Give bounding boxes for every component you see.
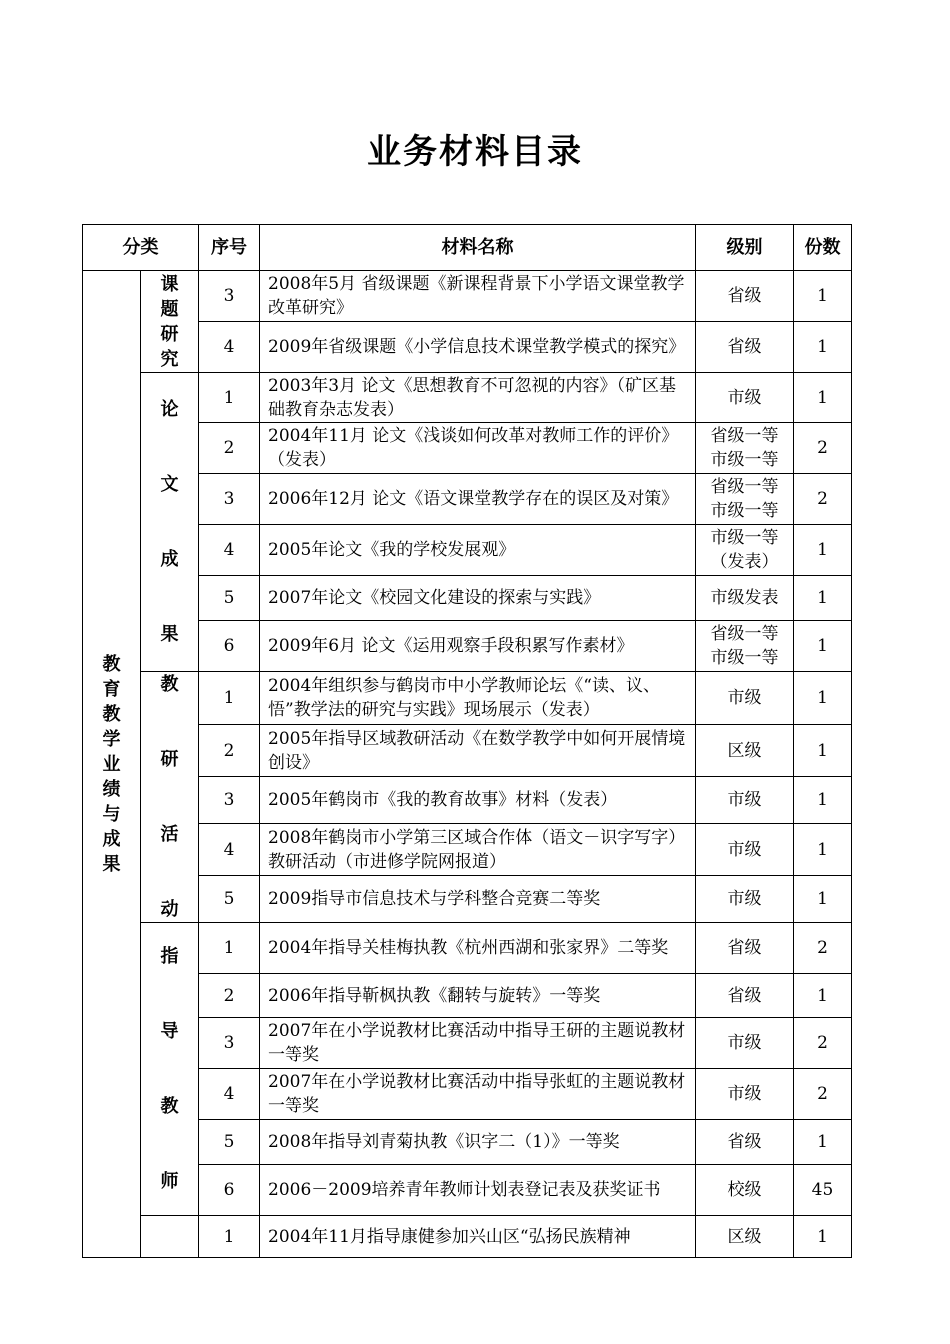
row-number: 4 bbox=[199, 322, 260, 373]
category-char: 教 bbox=[160, 674, 179, 695]
copy-count: 1 bbox=[794, 322, 852, 373]
category-char: 果 bbox=[102, 853, 121, 875]
level-text: 市级一等 bbox=[710, 450, 779, 470]
level-text: 区级 bbox=[727, 740, 762, 761]
row-number: 3 bbox=[199, 474, 260, 525]
level-cell bbox=[696, 474, 794, 525]
material-name: 2005年指导区域教研活动《在数学教学中如何开展情境创设》 bbox=[260, 724, 696, 777]
table-row bbox=[83, 974, 852, 1018]
level-text: 省级 bbox=[727, 1132, 762, 1152]
material-name: 2005年论文《我的学校发展观》 bbox=[260, 525, 696, 576]
category-char: 课 bbox=[160, 273, 179, 295]
category-char: 活 bbox=[160, 824, 179, 845]
copy-count: 2 bbox=[794, 474, 852, 525]
spacer bbox=[141, 497, 198, 547]
level-text: 市级 bbox=[727, 1084, 762, 1104]
material-name: 2007年在小学说教材比赛活动中指导王研的主题说教材 一等奖 bbox=[260, 1018, 696, 1069]
table-row bbox=[83, 823, 852, 876]
table-row bbox=[83, 474, 852, 525]
copy-count: 2 bbox=[794, 1069, 852, 1120]
table-row bbox=[83, 1120, 852, 1165]
copy-count: 1 bbox=[794, 823, 852, 876]
level-text: 市级 bbox=[727, 889, 762, 910]
level-cell bbox=[696, 373, 794, 423]
spacer bbox=[141, 1119, 198, 1169]
spacer bbox=[141, 772, 198, 822]
table-row bbox=[83, 271, 852, 322]
level-cell bbox=[696, 1018, 794, 1069]
level-text: 市级一等 bbox=[710, 528, 779, 548]
page-title: 业务材料目录 bbox=[367, 132, 583, 172]
level-cell bbox=[696, 525, 794, 576]
level-text: 省级一等 bbox=[710, 477, 779, 497]
category-char: 学 bbox=[102, 728, 121, 750]
copy-count: 45 bbox=[794, 1165, 852, 1216]
copy-count: 1 bbox=[794, 974, 852, 1018]
table-row bbox=[83, 1018, 852, 1069]
level-text: 省级 bbox=[727, 337, 762, 357]
copy-count: 1 bbox=[794, 621, 852, 672]
table-row bbox=[83, 876, 852, 923]
material-name: 2007年在小学说教材比赛活动中指导张虹的主题说教材一等奖 bbox=[260, 1069, 696, 1120]
level-text: 校级 bbox=[727, 1180, 762, 1200]
table-row bbox=[83, 525, 852, 576]
level-text: 省级 bbox=[727, 286, 762, 306]
row-number: 1 bbox=[199, 672, 260, 725]
level-text: 省级一等 bbox=[710, 426, 779, 446]
material-name: 2004年11月 论文《浅谈如何改革对教师工作的评价》（发表） bbox=[260, 423, 696, 474]
category-char: 教 bbox=[160, 1096, 179, 1117]
level-text: （发表） bbox=[710, 552, 779, 572]
material-name: 2008年鹤岗市小学第三区域合作体（语文－识字写字）教研活动（市进修学院网报道） bbox=[260, 823, 696, 876]
subcategory-cell bbox=[141, 923, 199, 1216]
table-row bbox=[83, 621, 852, 672]
copy-count: 1 bbox=[794, 576, 852, 621]
row-number: 1 bbox=[199, 1216, 260, 1258]
level-cell bbox=[696, 1165, 794, 1216]
category-char: 教 bbox=[102, 703, 121, 725]
copy-count: 2 bbox=[794, 923, 852, 974]
level-cell bbox=[696, 423, 794, 474]
category-char: 育 bbox=[102, 678, 121, 700]
category-char: 导 bbox=[160, 1021, 179, 1042]
row-number: 5 bbox=[199, 1120, 260, 1165]
subcategory-cell bbox=[141, 373, 199, 672]
level-cell bbox=[696, 1216, 794, 1258]
category-char: 文 bbox=[160, 474, 179, 495]
category-char: 果 bbox=[160, 624, 179, 645]
row-number: 6 bbox=[199, 621, 260, 672]
header-level: 级别 bbox=[696, 225, 794, 271]
material-name: 2006年12月 论文《语文课堂教学存在的误区及对策》 bbox=[260, 474, 696, 525]
level-cell bbox=[696, 777, 794, 823]
table-row bbox=[83, 373, 852, 423]
level-cell bbox=[696, 672, 794, 725]
copy-count: 1 bbox=[794, 271, 852, 322]
table-row bbox=[83, 1069, 852, 1120]
level-text: 市级 bbox=[727, 687, 762, 708]
material-name: 2004年11月指导康健参加兴山区“弘扬民族精神 bbox=[260, 1216, 696, 1258]
level-cell bbox=[696, 724, 794, 777]
level-text: 市级一等 bbox=[710, 648, 779, 668]
material-name: 2005年鹤岗市《我的教育故事》材料（发表） bbox=[260, 777, 696, 823]
table-row bbox=[83, 1165, 852, 1216]
material-name: 2008年指导刘青菊执教《识字二（1）》一等奖 bbox=[260, 1120, 696, 1165]
category-char: 究 bbox=[160, 348, 179, 370]
row-number: 4 bbox=[199, 525, 260, 576]
row-number: 2 bbox=[199, 724, 260, 777]
level-cell bbox=[696, 974, 794, 1018]
level-cell bbox=[696, 271, 794, 322]
category-char: 研 bbox=[160, 323, 179, 345]
level-text: 市级 bbox=[727, 839, 762, 860]
copy-count: 1 bbox=[794, 724, 852, 777]
material-name: 2004年组织参与鹤岗市中小学教师论坛《“读、议、悟”教学法的研究与实践》现场展示（发表） bbox=[260, 672, 696, 725]
table-row bbox=[83, 672, 852, 725]
copy-count: 2 bbox=[794, 423, 852, 474]
material-name: 2004年指导关桂梅执教《杭州西湖和张家界》二等奖 bbox=[260, 923, 696, 974]
copy-count: 2 bbox=[794, 1018, 852, 1069]
row-number: 1 bbox=[199, 923, 260, 974]
category-char: 动 bbox=[160, 899, 179, 920]
level-text: 市级一等 bbox=[710, 501, 779, 521]
row-number: 3 bbox=[199, 271, 260, 322]
table-row bbox=[83, 923, 852, 974]
level-text: 市级发表 bbox=[710, 588, 779, 608]
table-row bbox=[83, 576, 852, 621]
header-count: 份数 bbox=[794, 225, 852, 271]
material-name: 2006年指导靳枫执教《翻转与旋转》一等奖 bbox=[260, 974, 696, 1018]
level-text: 省级一等 bbox=[710, 624, 779, 644]
level-cell bbox=[696, 876, 794, 923]
level-text: 市级 bbox=[727, 790, 762, 811]
copy-count: 1 bbox=[794, 525, 852, 576]
table-row bbox=[83, 1216, 852, 1258]
copy-count: 1 bbox=[794, 373, 852, 423]
copy-count: 1 bbox=[794, 1120, 852, 1165]
header-material-name: 材料名称 bbox=[260, 225, 696, 271]
spacer bbox=[141, 422, 198, 472]
table-row bbox=[83, 777, 852, 823]
category-char: 与 bbox=[102, 803, 121, 825]
header-number: 序号 bbox=[199, 225, 260, 271]
level-text: 省级 bbox=[727, 985, 762, 1006]
category-char: 绩 bbox=[102, 778, 121, 800]
header-category: 分类 bbox=[83, 225, 199, 271]
subcategory-cell bbox=[141, 1216, 199, 1258]
copy-count: 1 bbox=[794, 672, 852, 725]
materials-table bbox=[82, 224, 852, 1258]
row-number: 4 bbox=[199, 1069, 260, 1120]
category-char: 成 bbox=[102, 828, 121, 850]
level-cell bbox=[696, 1120, 794, 1165]
copy-count: 1 bbox=[794, 1216, 852, 1258]
table-row bbox=[83, 724, 852, 777]
material-name: 2006－2009培养青年教师计划表登记表及获奖证书 bbox=[260, 1165, 696, 1216]
subcategory-cell bbox=[141, 271, 199, 373]
row-number: 2 bbox=[199, 974, 260, 1018]
level-cell bbox=[696, 322, 794, 373]
level-text: 市级 bbox=[727, 387, 762, 408]
row-number: 1 bbox=[199, 373, 260, 423]
material-name: 2008年5月 省级课题《新课程背景下小学语文课堂教学改革研究》 bbox=[260, 271, 696, 322]
main-category-cell bbox=[83, 271, 141, 1258]
category-char: 研 bbox=[160, 749, 179, 770]
level-cell bbox=[696, 621, 794, 672]
material-name: 2003年3月 论文《思想教育不可忽视的内容》（矿区基础教育杂志发表） bbox=[260, 373, 696, 423]
material-name: 2009年6月 论文《运用观察手段积累写作素材》 bbox=[260, 621, 696, 672]
table-header-row bbox=[83, 225, 852, 271]
table-row bbox=[83, 423, 852, 474]
spacer bbox=[141, 697, 198, 747]
copy-count: 1 bbox=[794, 777, 852, 823]
level-cell bbox=[696, 823, 794, 876]
copy-count: 1 bbox=[794, 876, 852, 923]
material-name: 2007年论文《校园文化建设的探索与实践》 bbox=[260, 576, 696, 621]
row-number: 5 bbox=[199, 576, 260, 621]
level-text: 区级 bbox=[727, 1226, 762, 1247]
category-char: 成 bbox=[160, 549, 179, 570]
category-char: 业 bbox=[102, 753, 121, 775]
row-number: 5 bbox=[199, 876, 260, 923]
row-number: 2 bbox=[199, 423, 260, 474]
level-cell bbox=[696, 576, 794, 621]
spacer bbox=[141, 572, 198, 622]
category-char: 指 bbox=[160, 946, 179, 967]
category-char: 师 bbox=[160, 1171, 179, 1192]
table-body bbox=[83, 271, 852, 1258]
table-row bbox=[83, 322, 852, 373]
category-char: 论 bbox=[160, 399, 179, 420]
level-text: 市级 bbox=[727, 1033, 762, 1053]
level-cell bbox=[696, 923, 794, 974]
spacer bbox=[141, 969, 198, 1019]
row-number: 3 bbox=[199, 1018, 260, 1069]
category-char: 题 bbox=[160, 298, 179, 320]
material-name: 2009指导市信息技术与学科整合竞赛二等奖 bbox=[260, 876, 696, 923]
row-number: 3 bbox=[199, 777, 260, 823]
row-number: 6 bbox=[199, 1165, 260, 1216]
spacer bbox=[141, 1044, 198, 1094]
row-number: 4 bbox=[199, 823, 260, 876]
subcategory-cell bbox=[141, 672, 199, 923]
level-text: 省级 bbox=[727, 938, 762, 958]
category-char: 教 bbox=[102, 653, 121, 675]
level-cell bbox=[696, 1069, 794, 1120]
material-name: 2009年省级课题《小学信息技术课堂教学模式的探究》 bbox=[260, 322, 696, 373]
spacer bbox=[141, 847, 198, 897]
